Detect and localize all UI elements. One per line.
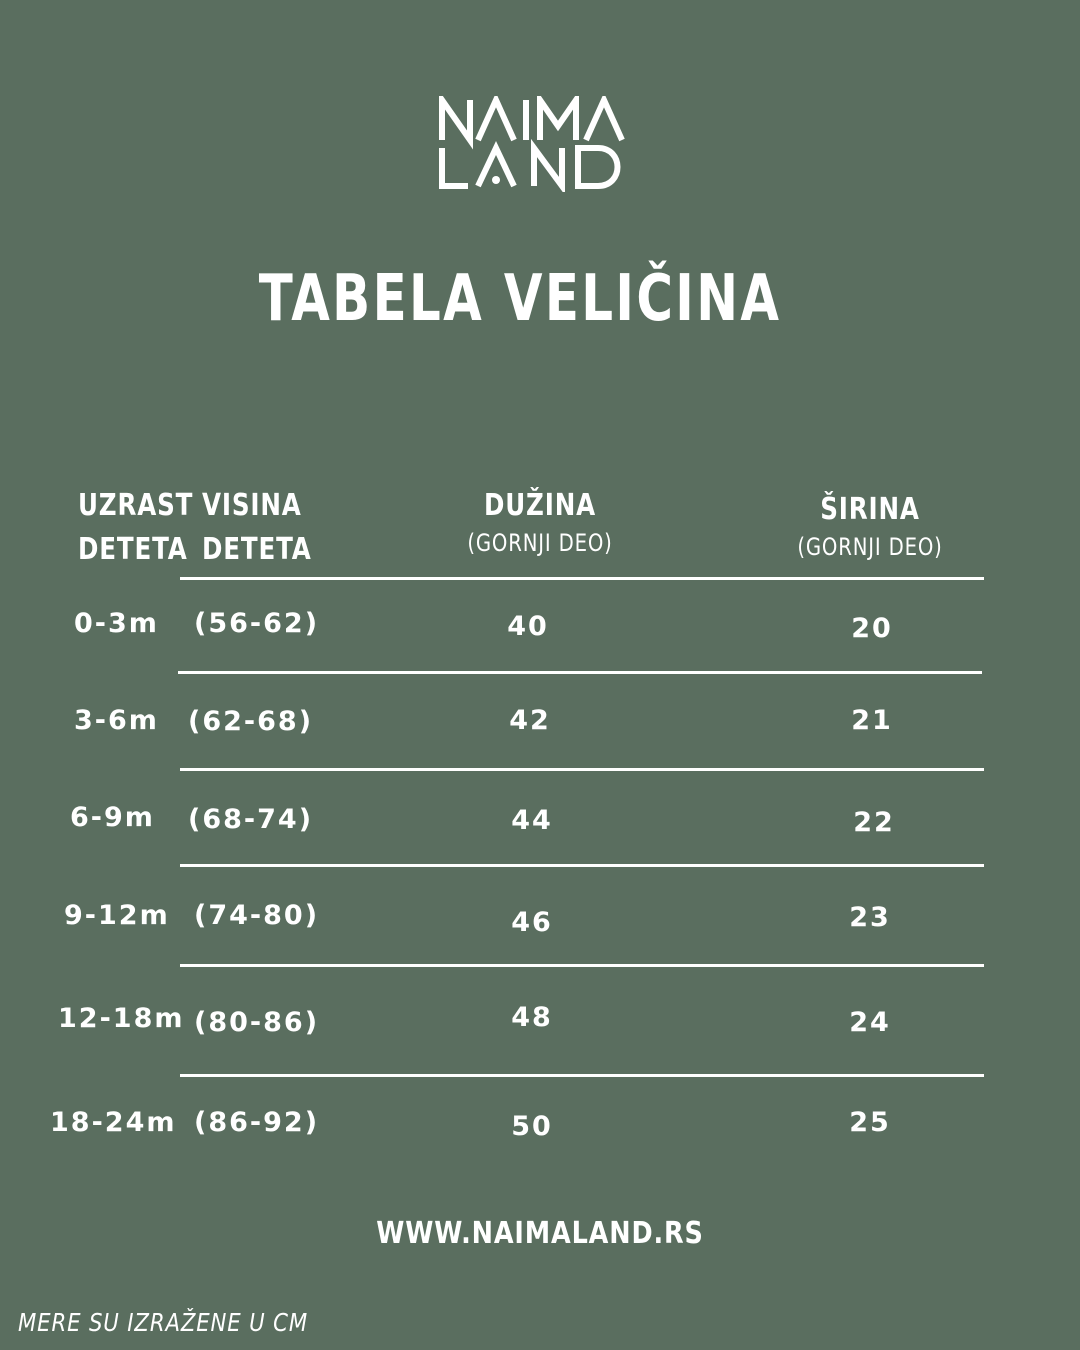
header-height-line1: VISINA xyxy=(202,488,302,523)
cell-length: 44 xyxy=(511,805,553,836)
header-length-sub: (GORNJI DEO) xyxy=(467,529,613,557)
cell-width: 21 xyxy=(851,705,893,736)
cell-length: 50 xyxy=(511,1111,553,1142)
header-length xyxy=(458,484,622,558)
cell-height: (62-68) xyxy=(188,706,314,737)
website-link[interactable]: WWW.NAIMALAND.RS xyxy=(376,1216,704,1251)
cell-length: 40 xyxy=(507,611,549,642)
cell-width: 25 xyxy=(849,1107,891,1138)
header-age-line2: DETETA xyxy=(78,532,188,567)
cell-height: (56-62) xyxy=(194,608,320,639)
cell-height: (68-74) xyxy=(188,804,314,835)
cell-height: (80-86) xyxy=(194,1007,320,1038)
table-divider xyxy=(178,671,982,674)
cell-length: 46 xyxy=(511,907,553,938)
table-divider xyxy=(180,864,984,867)
header-age-line1: UZRAST xyxy=(78,488,194,523)
cell-length: 48 xyxy=(511,1002,553,1033)
page-title: TABELA VELIČINA xyxy=(258,262,782,336)
header-age xyxy=(78,484,193,572)
table-divider xyxy=(180,768,984,771)
cell-height: (74-80) xyxy=(194,900,320,931)
cell-age: 0-3m xyxy=(74,608,159,639)
header-width-main: ŠIRINA xyxy=(820,492,920,527)
cell-age: 6-9m xyxy=(70,802,155,833)
cell-width: 22 xyxy=(853,807,895,838)
cell-width: 20 xyxy=(851,613,893,644)
cell-width: 23 xyxy=(849,902,891,933)
table-divider xyxy=(180,577,984,580)
cell-age: 9-12m xyxy=(64,900,170,931)
cell-age: 18-24m xyxy=(50,1107,177,1138)
header-width xyxy=(788,488,952,562)
header-width-sub: (GORNJI DEO) xyxy=(797,533,943,561)
cell-width: 24 xyxy=(849,1007,891,1038)
table-divider xyxy=(180,964,984,967)
units-note: MERE SU IZRAŽENE U CM xyxy=(18,1308,309,1337)
brand-logo xyxy=(438,96,644,192)
table-divider xyxy=(180,1074,984,1077)
cell-age: 12-18m xyxy=(58,1003,185,1034)
cell-length: 42 xyxy=(509,705,551,736)
cell-age: 3-6m xyxy=(74,705,159,736)
header-height-line2: DETETA xyxy=(202,532,312,567)
cell-height: (86-92) xyxy=(194,1107,320,1138)
header-length-main: DUŽINA xyxy=(484,488,596,523)
header-height xyxy=(202,484,312,572)
